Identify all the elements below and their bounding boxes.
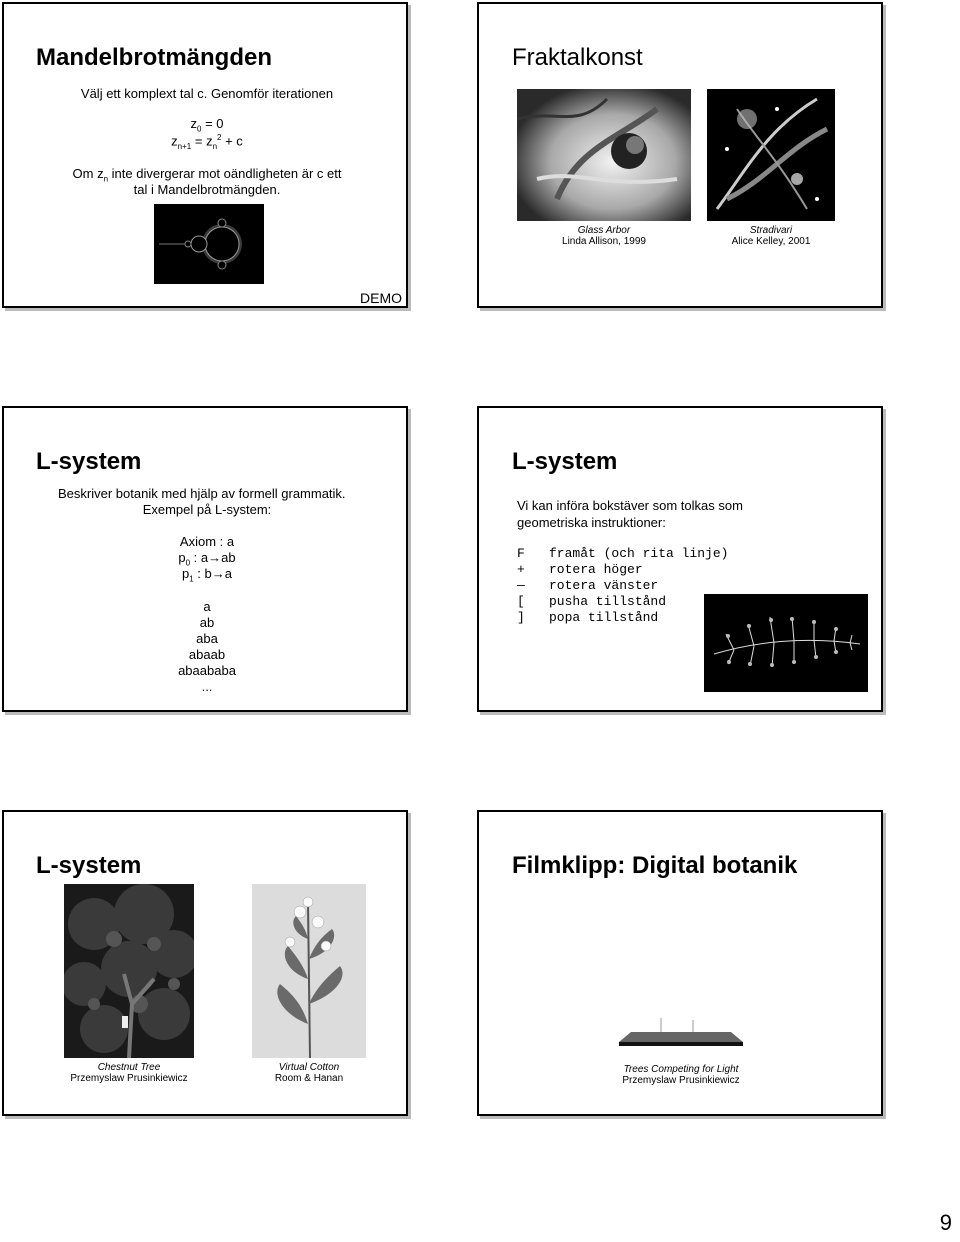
- image-caption: Stradivari Alice Kelley, 2001: [731, 225, 811, 247]
- text-line: Om $z_n$ inte divergerar mot oändligheten är c ett: [72, 166, 342, 184]
- fern-image: [704, 594, 868, 692]
- sequence-item: abaababa: [178, 663, 236, 678]
- instruction-desc: popa tillstånd: [549, 610, 659, 625]
- mandelbrot-image: [154, 204, 264, 284]
- instruction-symbol: [: [517, 594, 525, 609]
- text-line: Exempel på L-system:: [142, 502, 272, 517]
- slide-filmklipp: [477, 810, 883, 1116]
- slide-title: Mandelbrotmängden: [36, 44, 273, 71]
- instruction-desc: framåt (och rita linje): [549, 546, 729, 561]
- slide-title: L-system: [512, 448, 618, 475]
- sequence-item: abaab: [188, 647, 226, 662]
- sequence-item: aba: [196, 631, 218, 646]
- instruction-desc: rotera höger: [549, 562, 643, 577]
- slide-mandelbrot: [2, 2, 408, 308]
- instruction-symbol: —: [517, 578, 525, 593]
- instruction-desc: rotera vänster: [549, 578, 659, 593]
- image-caption: Glass Arbor Linda Allison, 1999: [562, 225, 646, 247]
- text-line: geometriska instruktioner:: [517, 515, 666, 530]
- text-line: tal i Mandelbrotmängden.: [133, 182, 281, 197]
- slide-fraktalkonst: [477, 2, 883, 308]
- image-caption: Chestnut Tree Przemyslaw Prusinkiewicz: [70, 1062, 188, 1084]
- rule-p0: $p_0$ : a→ab: [178, 550, 236, 568]
- slide-lsystem-grammar: [2, 406, 408, 712]
- axiom: Axiom : a: [179, 534, 235, 549]
- trees-competing-image: [617, 1014, 745, 1054]
- text-line: Beskriver botanik med hjälp av formell grammatik.: [58, 486, 346, 501]
- slide-title: Filmklipp: Digital botanik: [512, 852, 798, 879]
- formula-z0: $z_0 = 0$: [190, 116, 224, 134]
- text-line: Vi kan införa bokstäver som tolkas som: [517, 498, 743, 513]
- slide-title: Fraktalkonst: [512, 44, 643, 71]
- formula-iteration: $z_{n+1} = z_n^2 + c$: [171, 133, 243, 151]
- glass-arbor-image: [517, 89, 691, 221]
- sequence-item: a: [203, 599, 211, 614]
- sequence-item: ...: [201, 679, 213, 694]
- arrow-icon: →: [211, 566, 225, 581]
- demo-link[interactable]: DEMO: [360, 290, 402, 306]
- instruction-symbol: ]: [517, 610, 525, 625]
- instruction-symbol: F: [517, 546, 525, 561]
- virtual-cotton-image: [252, 884, 366, 1058]
- chestnut-tree-image: [64, 884, 194, 1058]
- image-caption: Trees Competing for Light Przemyslaw Prusinkiewicz: [622, 1064, 740, 1086]
- instruction-symbol: +: [517, 562, 525, 577]
- page-number: 9: [939, 1210, 952, 1235]
- rule-p1: $p_1$ : b→a: [182, 566, 232, 584]
- stradivari-image: [707, 89, 835, 221]
- slide-title: L-system: [36, 852, 142, 879]
- sequence-item: ab: [199, 615, 215, 630]
- text-line: Välj ett komplext tal c. Genomför iterationen: [80, 86, 334, 101]
- image-caption: Virtual Cotton Room & Hanan: [274, 1062, 344, 1084]
- slide-lsystem-instructions: [477, 406, 883, 712]
- slide-lsystem-images: [2, 810, 408, 1116]
- slide-title: L-system: [36, 448, 142, 475]
- arrow-icon: →: [208, 550, 222, 565]
- instruction-desc: pusha tillstånd: [549, 594, 667, 609]
